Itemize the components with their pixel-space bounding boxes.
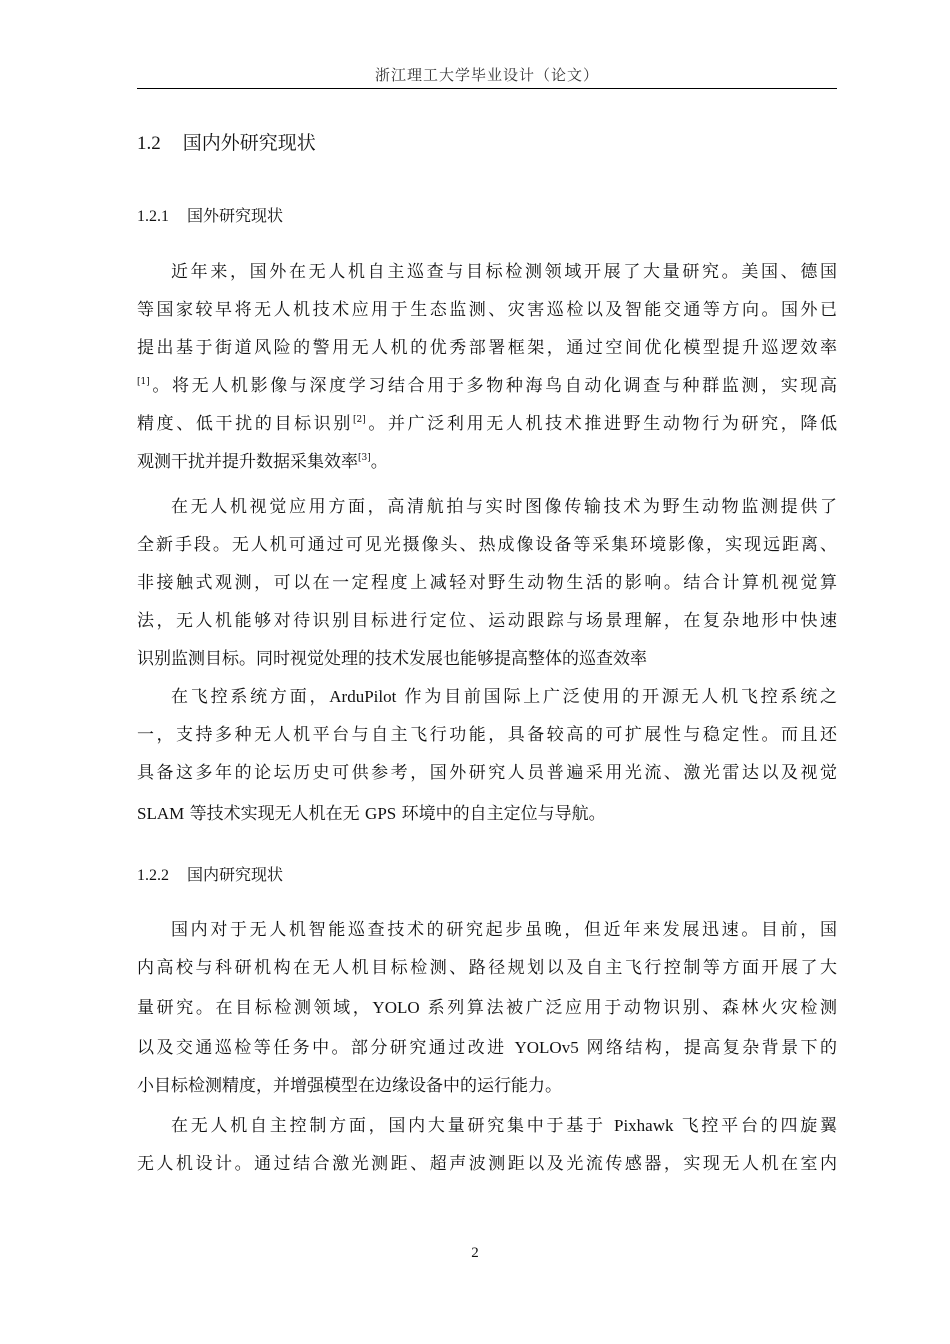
section-title: 国内外研究现状 <box>182 132 316 154</box>
citation-ref: [2] <box>353 415 366 425</box>
paragraph-line: 在无人机视觉应用方面，高清航拍与实时图像传输技术为野生动物监测提供了 <box>171 497 837 517</box>
citation-ref: [3] <box>358 453 371 463</box>
section-number: 1.2 <box>137 133 161 154</box>
text-run: 作为目前国际上广泛使用的开源无人机飞控系统之 <box>396 687 838 707</box>
text-run: 环境中的自主定位与导航。 <box>396 804 606 824</box>
paragraph-line: 提出基于街道风险的警用无人机的优秀部署框架，通过空间优化模型提升巡逻效率 <box>137 338 837 358</box>
text-run: 网络结构，提高复杂背景下的 <box>578 1038 838 1058</box>
paragraph-line <box>137 406 837 442</box>
paragraph-line: 全新手段。无人机可通过可见光摄像头、热成像设备等采集环境影像，实现远距离、 <box>137 535 837 555</box>
text-run: Pixhawk <box>613 1116 674 1135</box>
text-run: 以及交通巡检等任务中。部分研究通过改进 <box>137 1038 515 1058</box>
header-rule <box>137 88 837 89</box>
paragraph-line <box>171 1108 837 1144</box>
text-run: 精度、低干扰的目标识别 <box>137 414 353 434</box>
text-run: 。将无人机影像与深度学习结合用于多物种海鸟自动化调查与种群监测，实现高 <box>149 376 837 396</box>
text-run: 飞控平台的四旋翼 <box>673 1116 838 1136</box>
paragraph-line <box>137 1030 837 1066</box>
text-run: YOLOv5 <box>514 1038 579 1057</box>
paragraph-line: 识别监测目标。同时视觉处理的技术发展也能够提高整体的巡查效率 <box>137 649 647 669</box>
subsection-title-1: 国外研究现状 <box>187 206 284 225</box>
text-run: GPS <box>365 804 397 823</box>
paragraph-line: 小目标检测精度，并增强模型在边缘设备中的运行能力。 <box>137 1076 562 1096</box>
subsection-heading-2 <box>137 862 283 885</box>
subsection-number-1: 1.2.1 <box>137 208 169 225</box>
page-number: 2 <box>471 1245 479 1261</box>
text-run: SLAM <box>137 804 185 823</box>
subsection-title-2: 国内研究现状 <box>187 865 284 884</box>
paragraph-line <box>137 368 837 404</box>
text-run: 量研究。在目标检测领域， <box>137 998 373 1018</box>
text-run: 观测干扰并提升数据采集效率 <box>137 452 358 472</box>
paragraph-line: 内高校与科研机构在无人机目标检测、路径规划以及自主飞行控制等方面开展了大 <box>137 958 837 978</box>
text-run: 系列算法被广泛应用于动物识别、森林火灾检测 <box>419 998 838 1018</box>
paragraph-line: 近年来，国外在无人机自主巡查与目标检测领域开展了大量研究。美国、德国 <box>171 262 837 282</box>
text-run: 。 <box>370 452 388 472</box>
text-run: 在无人机自主控制方面，国内大量研究集中于基于 <box>171 1116 614 1136</box>
text-run: YOLO <box>372 998 420 1017</box>
paragraph-line: 非接触式观测，可以在一定程度上减轻对野生动物生活的影响。结合计算机视觉算 <box>137 573 837 593</box>
page-header: 浙江理工大学毕业设计（论文） <box>374 66 599 84</box>
subsection-number-2: 1.2.2 <box>137 867 169 884</box>
paragraph-line <box>137 796 837 832</box>
paragraph-line: 无人机设计。通过结合激光测距、超声波测距以及光流传感器，实现无人机在室内 <box>137 1154 837 1174</box>
text-run: 等技术实现无人机在无 <box>184 804 366 824</box>
text-run: ArduPilot <box>329 687 397 706</box>
subsection-heading-1 <box>137 203 283 226</box>
citation-ref: [1] <box>137 377 150 387</box>
paragraph-line: 一，支持多种无人机平台与自主飞行功能，具备较高的可扩展性与稳定性。而且还 <box>137 725 837 745</box>
text-run: 在飞控系统方面， <box>171 687 330 707</box>
text-run: 。并广泛利用无人机技术推进野生动物行为研究，降低 <box>365 414 838 434</box>
paragraph-line: 法，无人机能够对待识别目标进行定位、运动跟踪与场景理解，在复杂地形中快速 <box>137 611 837 631</box>
paragraph-line: 具备这多年的论坛历史可供参考，国外研究人员普遍采用光流、激光雷达以及视觉 <box>137 763 837 783</box>
paragraph-line <box>137 444 837 480</box>
paragraph-line <box>171 679 837 715</box>
paragraph-line: 等国家较早将无人机技术应用于生态监测、灾害巡检以及智能交通等方向。国外已 <box>137 300 837 320</box>
paragraph-line: 国内对于无人机智能巡查技术的研究起步虽晚，但近年来发展迅速。目前，国 <box>171 920 837 940</box>
section-heading <box>137 128 316 155</box>
paragraph-line <box>137 990 837 1026</box>
